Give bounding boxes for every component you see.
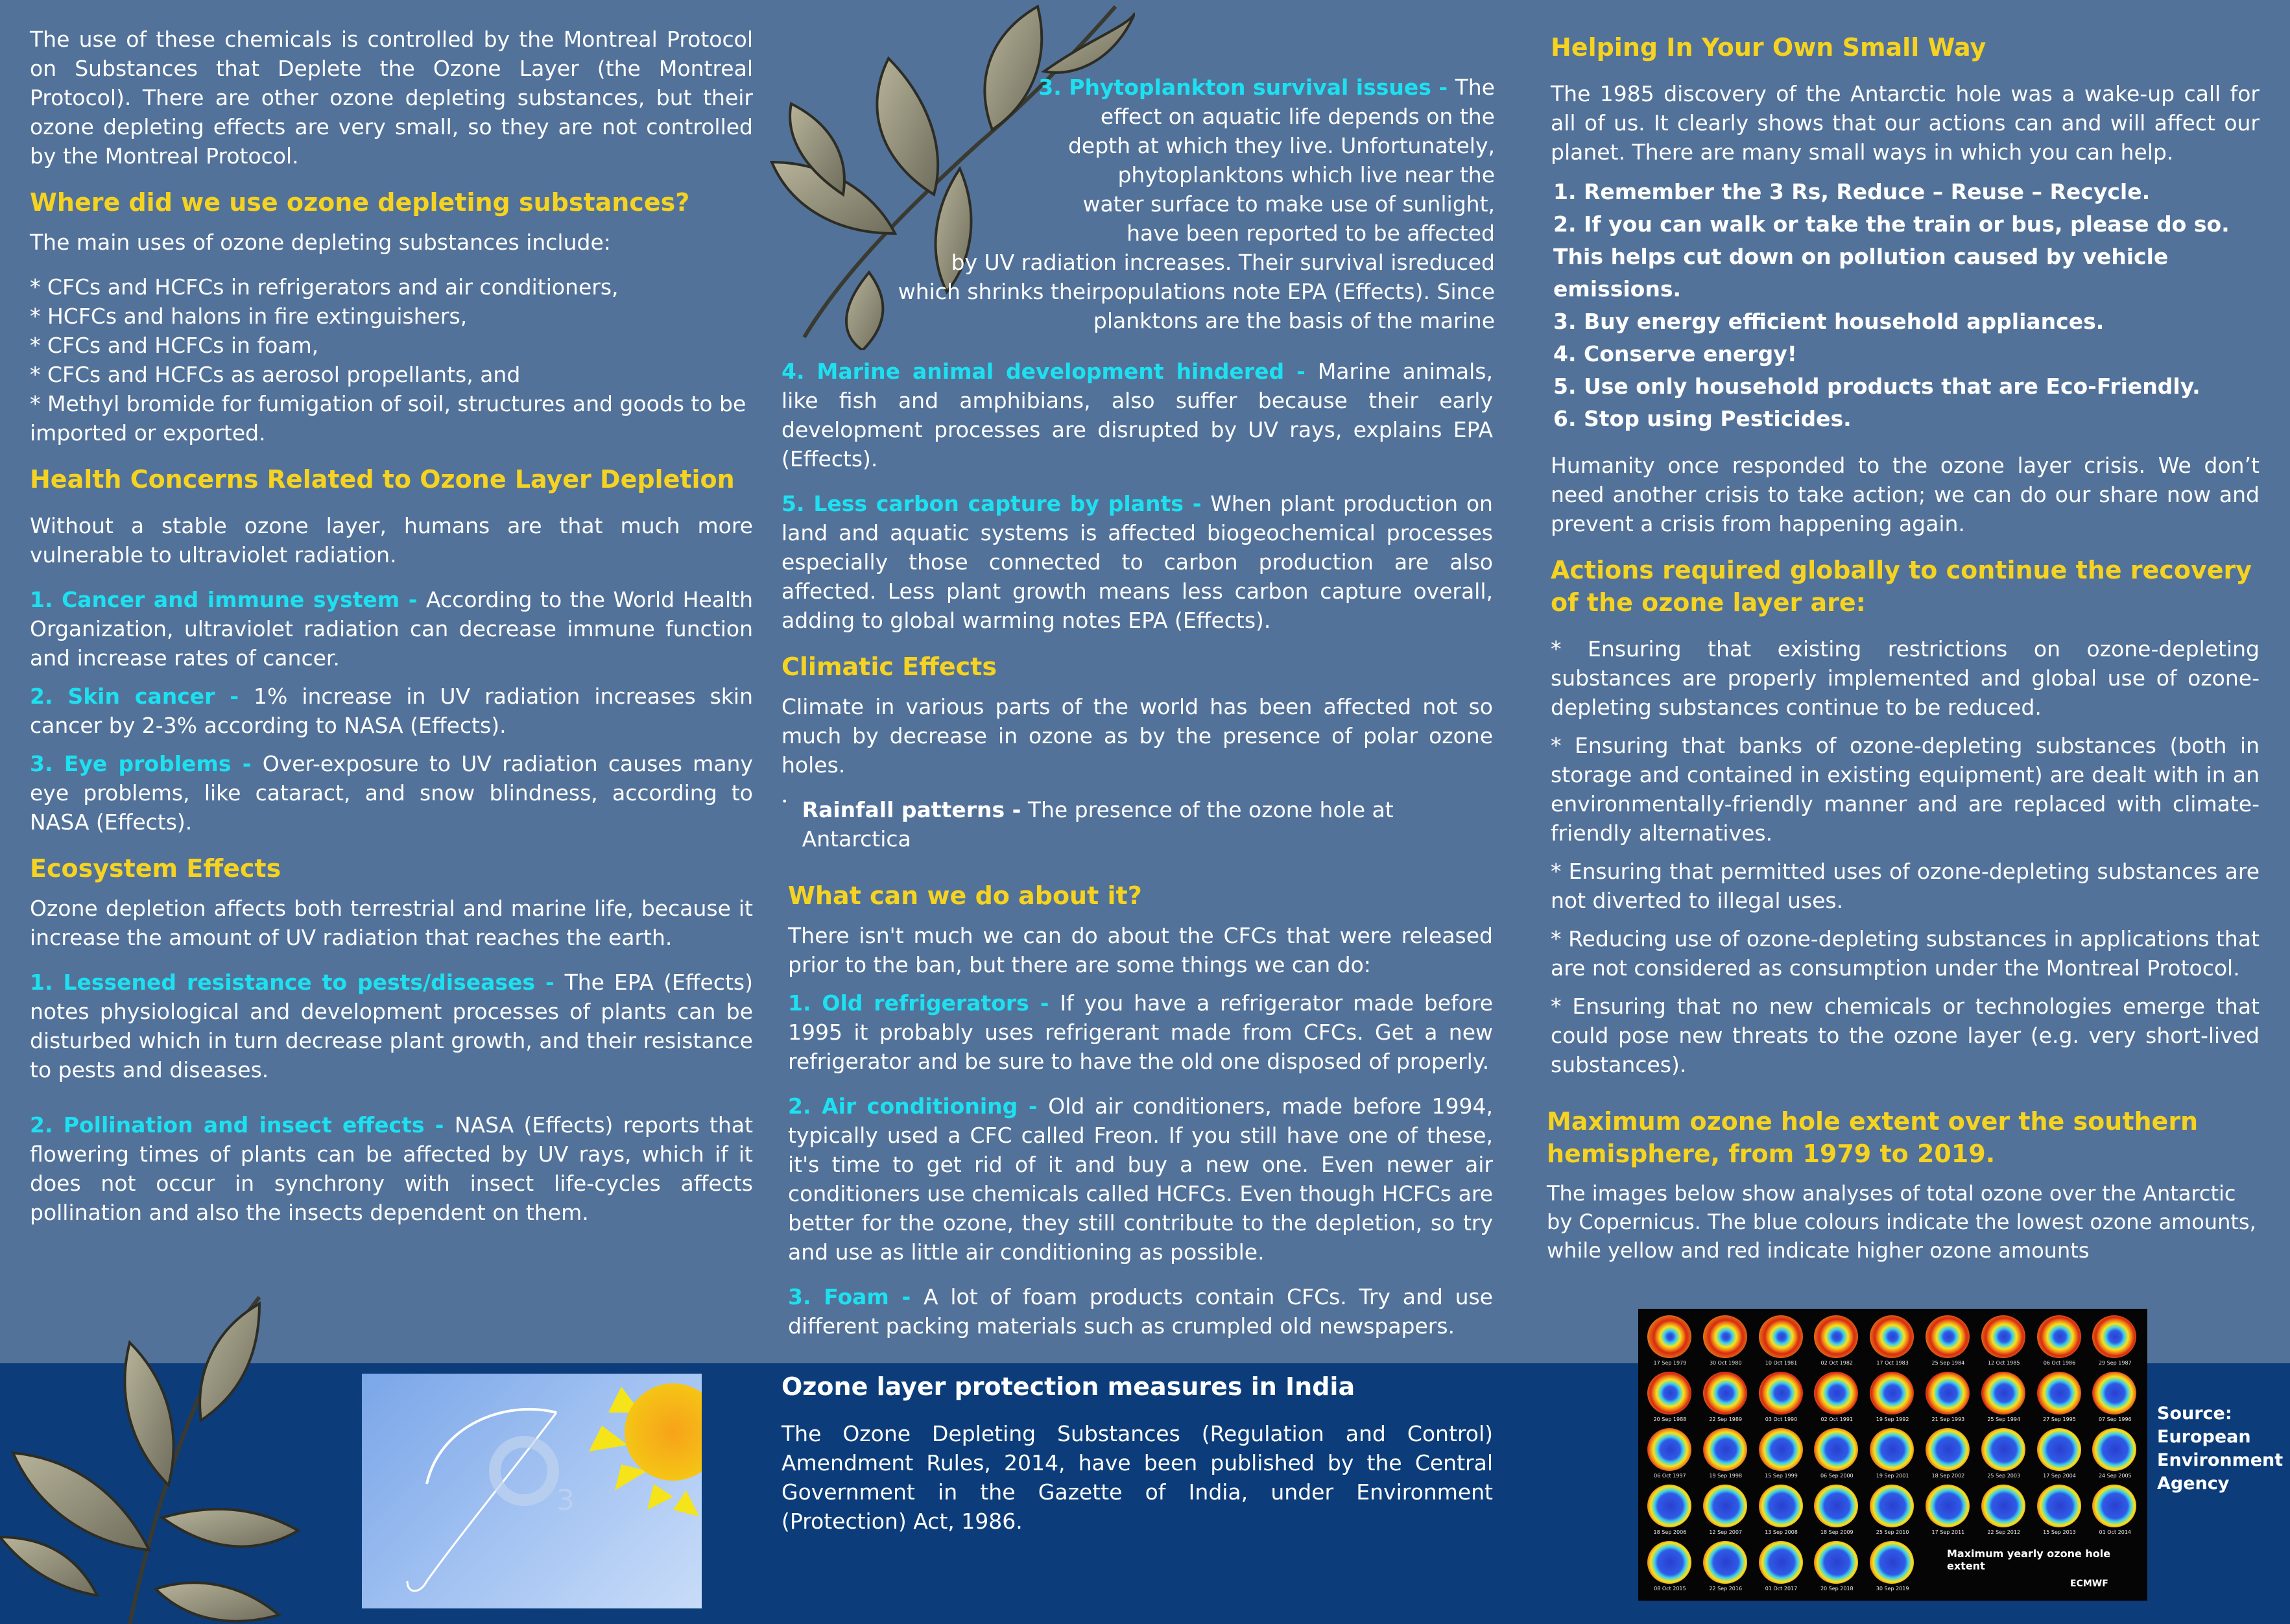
marine-item: 4. Marine animal development hindered - Marine animals, like fish and amphibians, also suffer because their early development processes are disrupted by UV rays, explains EPA (Effects). [781, 359, 1493, 472]
help-item: 5. Use only household products that are Eco-Friendly. [1553, 374, 2201, 399]
eco-intro: Ozone depletion affects both terrestrial and marine life, because it increase the amount of UV radiation that reaches the earth. [30, 896, 753, 950]
ozone-map-disk [1647, 1372, 1691, 1415]
column-middle [781, 357, 1493, 1341]
ozone-map-disk [1814, 1428, 1858, 1471]
ozone-map-date: 30 Oct 1980 [1709, 1360, 1742, 1366]
ozone-map-disk [1814, 1541, 1858, 1584]
ozone-map-disk [1759, 1372, 1803, 1415]
todo-item-foam: 3. Foam - A lot of foam products contain CFCs. Try and use different packing materials such as crumpled old newspapers. [788, 1284, 1493, 1339]
health-item-skin: 2. Skin cancer - 1% increase in UV radiation increases skin cancer by 2-3% according to NASA (Effects). [30, 684, 753, 738]
ozone-map-cell [1698, 1482, 1754, 1538]
ozone-map-cell [1642, 1538, 1698, 1595]
ozone-map-disk [2092, 1428, 2136, 1471]
ozone-map-date: 27 Sep 1995 [2043, 1416, 2076, 1422]
ozone-map-cell [1976, 1426, 2032, 1482]
ozone-map-disk [1981, 1372, 2025, 1415]
ozone-map-date: 25 Sep 1984 [1931, 1360, 1965, 1366]
ozone-map-cell [1698, 1426, 1754, 1482]
ozone-map-disk [1703, 1485, 1747, 1527]
actions-item: * Ensuring that existing restrictions on ozone-depleting substances are properly implemented and global use of ozone-depleting substances continue to be reduced. [1551, 636, 2260, 720]
eco-item-pollination: 2. Pollination and insect effects - NASA (Effects) reports that flowering times of plants can be affected by UV rays, which if it does not occur in synchrony with insect life-cycles affects pollination and also the insects dependent on them. [30, 1112, 754, 1225]
ozone-map-disk [1647, 1315, 1691, 1358]
ozone-map-cell [1865, 1482, 1920, 1538]
ozone-map-disk [2037, 1372, 2081, 1415]
ozone-map-disk [1870, 1541, 1914, 1584]
ozone-map-cell [2087, 1426, 2143, 1482]
ozone-map-cell [1754, 1313, 1809, 1369]
ozone-map-disk [2092, 1315, 2136, 1358]
phyto-line: which shrinks theirpopulations note EPA (Effects). Since [898, 279, 1495, 304]
ozone-map-date: 25 Sep 2010 [1876, 1529, 1909, 1535]
ozone-map-date: 22 Sep 1989 [1709, 1416, 1743, 1422]
ozone-map-cell [1920, 1482, 1976, 1538]
ozone-map-cell [1698, 1538, 1754, 1595]
actions-item: * Reducing use of ozone-depleting substances in applications that are not considered as consumption under the Montreal Protocol. [1551, 926, 2260, 981]
ozone-map-disk [1981, 1485, 2025, 1527]
uses-item: * CFCs and HCFCs in foam, [30, 333, 319, 358]
ozone-map-cell [1976, 1482, 2032, 1538]
phyto-line: phytoplanktons which live near the [1117, 162, 1495, 187]
ozone-map-date: 01 Oct 2014 [2099, 1529, 2132, 1535]
ozone-map-disk [1981, 1315, 2025, 1358]
ozone-map-date: 15 Sep 2013 [2043, 1529, 2076, 1535]
ozone-map-disk [1759, 1541, 1803, 1584]
ozone-map-date: 13 Sep 2008 [1765, 1529, 1798, 1535]
ozone-map-cell [1920, 1313, 1976, 1369]
carbon-item: 5. Less carbon capture by plants - When plant production on land and aquatic systems is affected biogeochemical processes especially those connected to carbon production are also affected. Less plant growth means less carbon capture overall, adding to global warming notes EPA (Effects). [781, 491, 1493, 633]
ozone-map-disk [1870, 1315, 1914, 1358]
ozone-map-disk [1926, 1315, 1970, 1358]
ozone-map-date: 18 Sep 2009 [1820, 1529, 1854, 1535]
ozone-map-date: 17 Oct 1983 [1876, 1360, 1909, 1366]
ozone-map-cell [1920, 1369, 1976, 1426]
ozone-map-disk [1926, 1372, 1970, 1415]
ozone-map-cell [1642, 1313, 1698, 1369]
ozone-map-cell [1865, 1426, 1920, 1482]
climatic-intro: Climate in various parts of the world has been affected not so much by decrease in ozone as by the presence of polar ozone holes. [781, 694, 1493, 778]
max-heading: Maximum ozone hole extent over the southern hemisphere, from 1979 to 2019. [1547, 1107, 2199, 1168]
uses-heading: Where did we use ozone depleting substances? [30, 188, 690, 217]
ozone-map-disk [1759, 1315, 1803, 1358]
help-item: 2. If you can walk or take the train or bus, please do so. This helps cut down on pollution caused by vehicle emissions. [1553, 211, 2230, 302]
ozone-map-date: 25 Sep 2003 [1987, 1473, 2021, 1479]
ozone-map-cell [1976, 1313, 2032, 1369]
ozone-map-date: 20 Sep 2018 [1820, 1586, 1854, 1592]
ozone-map-date: 01 Oct 2017 [1765, 1586, 1798, 1592]
humanity-paragraph: Humanity once responded to the ozone layer crisis. We don’t need another crisis to take action; we can do our share now and prevent a crisis from happening again. [1551, 453, 2260, 536]
ozone-map-date: 06 Oct 1986 [2043, 1360, 2076, 1366]
rainfall-item: • Rainfall patterns - The presence of the ozone hole at Antarctica [781, 795, 1394, 852]
eco-heading: Ecosystem Effects [30, 854, 281, 883]
ecmwf-logo-icon: ECMWF [2070, 1579, 2108, 1589]
ozone-map-cell [1865, 1313, 1920, 1369]
intro-paragraph: The use of these chemicals is controlled by the Montreal Protocol on Substances that Deplete the Ozone Layer (the Montreal Protocol). There are other ozone depleting substances, but their ozone depleting effects are very small, so they are not controlled by the Montreal Protocol. [30, 27, 753, 169]
ozone-map-disk [2092, 1485, 2136, 1527]
ozone-map-cell [1754, 1369, 1809, 1426]
ozone-map-disk [1981, 1428, 2025, 1471]
ozone-map-cell [1809, 1313, 1865, 1369]
actions-heading: Actions required globally to continue the recovery of the ozone layer are: [1551, 556, 2252, 617]
help-list [1553, 176, 2260, 435]
ozone-map-cell [1865, 1538, 1920, 1595]
ozone-map-disk [1814, 1315, 1858, 1358]
ozone-map-date: 19 Sep 1998 [1709, 1473, 1743, 1479]
ozone-map-cell [2032, 1482, 2088, 1538]
ozone-map-disk [1759, 1428, 1803, 1471]
health-item-cancer: 1. Cancer and immune system - According to the World Health Organization, ultraviolet radiation can decrease immune function and increase rates of cancer. [30, 587, 753, 671]
ozone-map-disk [1647, 1428, 1691, 1471]
ozone-map-cell [1809, 1426, 1865, 1482]
ozone-map-disk [1703, 1541, 1747, 1584]
ozone-map-disk [1703, 1315, 1747, 1358]
ozone-map-date: 17 Sep 2004 [2043, 1473, 2076, 1479]
ozone-map-disk [1814, 1485, 1858, 1527]
ozone-map-date: 06 Oct 1997 [1654, 1473, 1686, 1479]
ozone-map-date: 29 Sep 1987 [2098, 1360, 2132, 1366]
ozone-map-date: 17 Sep 2011 [1931, 1529, 1965, 1535]
ozone-map-disk [2037, 1485, 2081, 1527]
todo-item-refrigerators: 1. Old refrigerators - If you have a refrigerator made before 1995 it probably uses refrigerant made from CFCs. Get a new refrigerator and be sure to have the old one disposed of properly. [788, 990, 1493, 1074]
phyto-line: 3. Phytoplankton survival issues - The [1038, 75, 1495, 100]
todo-heading: What can we do about it? [788, 881, 1142, 910]
ozone-map-date: 17 Sep 1979 [1653, 1360, 1687, 1366]
help-item: 6. Stop using Pesticides. [1553, 406, 1852, 431]
ozone-map-cell [2087, 1482, 2143, 1538]
max-text: The images below show analyses of total ozone over the Antarctic by Copernicus. The blue colours indicate the lowest ozone amounts, while yellow and red indicate higher ozone amounts [1547, 1181, 2256, 1263]
ozone-map-date: 19 Sep 2001 [1876, 1473, 1909, 1479]
ozone-map-date: 12 Oct 1985 [1987, 1360, 2020, 1366]
health-intro: Without a stable ozone layer, humans are that much more vulnerable to ultraviolet radiation. [30, 513, 753, 567]
ozone-map-date: 10 Oct 1981 [1765, 1360, 1798, 1366]
ozone-map-date: 06 Sep 2000 [1820, 1473, 1854, 1479]
ozone-map-disk [1870, 1485, 1914, 1527]
help-intro: The 1985 discovery of the Antarctic hole was a wake-up call for all of us. It clearly shows that our actions can and will affect our planet. There are many small ways in which you can help. [1551, 81, 2260, 165]
image-source: Source: European Environment Agency [2157, 1403, 2284, 1494]
uses-item: * HCFCs and halons in fire extinguishers, [30, 304, 468, 329]
ozone-map-disk [1647, 1541, 1691, 1584]
ozone-hole-maps-image [1638, 1309, 2147, 1601]
ozone-map-cell [1809, 1538, 1865, 1595]
ozone-map-cell [2087, 1369, 2143, 1426]
uses-intro: The main uses of ozone depleting substances include: [30, 230, 611, 255]
uses-item: * CFCs and HCFCs in refrigerators and air conditioners, [30, 274, 619, 300]
ozone-map-disk [2092, 1372, 2136, 1415]
india-heading: Ozone layer protection measures in India [781, 1372, 1355, 1401]
ozone-map-disk [2037, 1315, 2081, 1358]
ozone-map-cell [1865, 1369, 1920, 1426]
ozone-map-date: 18 Sep 2002 [1931, 1473, 1965, 1479]
ozone-map-date: 20 Sep 1988 [1653, 1416, 1687, 1422]
eco-item-pests: 1. Lessened resistance to pests/diseases - The EPA (Effects) notes physiological and development processes of plants can be disturbed which in turn decrease plant growth, and their resistance to pests and diseases. [30, 970, 753, 1082]
help-heading: Helping In Your Own Small Way [1551, 33, 1986, 62]
ozone-map-cell [2032, 1426, 2088, 1482]
ozone-map-date: 30 Sep 2019 [1876, 1586, 1909, 1592]
ozone-map-disk [2037, 1428, 2081, 1471]
ozone-map-cell [1976, 1369, 2032, 1426]
ozone-map-cell [1642, 1369, 1698, 1426]
ozone-map-disk [1926, 1428, 1970, 1471]
phyto-line: planktons are the basis of the marine [1093, 308, 1495, 333]
ozone-map-date: 25 Sep 1994 [1987, 1416, 2021, 1422]
uses-item: * CFCs and HCFCs as aerosol propellants, and [30, 362, 521, 387]
help-item: 4. Conserve energy! [1553, 341, 1797, 366]
ozone-map-cell [2087, 1313, 2143, 1369]
phyto-line: effect on aquatic life depends on the [1100, 104, 1495, 129]
ozone-map-disk [1647, 1485, 1691, 1527]
ozone-map-date: 02 Oct 1991 [1820, 1416, 1854, 1422]
ozone-map-date: 12 Sep 2007 [1709, 1529, 1743, 1535]
phyto-line: by UV radiation increases. Their survival isreduced [951, 250, 1495, 275]
uses-item: * Methyl bromide for fumigation of soil, structures and goods to be imported or exported. [30, 391, 746, 446]
ozone-map-date: 07 Sep 1996 [2098, 1416, 2132, 1422]
ozone-map-disk [1870, 1372, 1914, 1415]
ozone-map-cell [2032, 1369, 2088, 1426]
ozone-map-cell [1642, 1482, 1698, 1538]
todo-item-air-conditioning: 2. Air conditioning - Old air conditioners, made before 1994, typically used a CFC called Freon. If you still have one of these, it's time to get rid of it and buy a new one. Even newer air conditioners use chemicals called HCFCs. Even though HCFCs are better for the ozone, they still contribute to the depletion, so try and use as little air conditioning as possible. [788, 1093, 1493, 1265]
ozone-map-disk [1759, 1485, 1803, 1527]
ozone-map-cell [1698, 1313, 1754, 1369]
ozone-map-date: 22 Sep 2012 [1987, 1529, 2021, 1535]
column-left [30, 25, 753, 1227]
phyto-line: depth at which they live. Unfortunately, [1067, 133, 1495, 158]
actions-item: * Ensuring that no new chemicals or technologies emerge that could pose new threats to the ozone layer (e.g. very short-lived substances). [1551, 994, 2260, 1077]
ozone-map-cell [1754, 1538, 1809, 1595]
health-item-eye: 3. Eye problems - Over-exposure to UV radiation causes many eye problems, like cataract, and snow blindness, according to NASA (Effects). [30, 751, 753, 835]
ozone-map-cell [1809, 1369, 1865, 1426]
ozone-map-date: 02 Oct 1982 [1820, 1360, 1854, 1366]
ozone-map-disk [1703, 1372, 1747, 1415]
ozone-map-cell [1698, 1369, 1754, 1426]
ozone-map-cell [1754, 1426, 1809, 1482]
phyto-line: water surface to make use of sunlight, [1082, 191, 1495, 217]
ozone-map-date: 15 Sep 1999 [1765, 1473, 1798, 1479]
ozone-map-cell [1920, 1426, 1976, 1482]
ozone-map-date: 22 Sep 2016 [1709, 1586, 1743, 1592]
uses-list [30, 272, 753, 448]
todo-intro: There isn't much we can do about the CFCs that were released prior to the ban, but there are some things we can do: [788, 923, 1493, 977]
ozone-map-cell [1809, 1482, 1865, 1538]
ozone-map-disk [1870, 1428, 1914, 1471]
ozone-map-date: 24 Sep 2005 [2098, 1473, 2132, 1479]
ozone-map-cell [1642, 1426, 1698, 1482]
phytoplankton-block [876, 73, 1495, 335]
ozone-map-date: 03 Oct 1990 [1765, 1416, 1798, 1422]
ozone-map-date: 18 Sep 2006 [1653, 1529, 1687, 1535]
ozone-map-date: 19 Sep 1992 [1876, 1416, 1909, 1422]
todo-section [781, 879, 1493, 1341]
actions-item: * Ensuring that permitted uses of ozone-depleting substances are not diverted to illegal uses. [1551, 859, 2260, 913]
ozone-map-cell [2032, 1313, 2088, 1369]
india-text: The Ozone Depleting Substances (Regulation and Control) Amendment Rules, 2014, have been published by the Central Government in the Gazette of India, under Environment (Protection) Act, 1986. [781, 1421, 1493, 1534]
ozone-map-disk [1814, 1372, 1858, 1415]
ozone-umbrella-sun-icon [362, 1374, 702, 1608]
help-item: 3. Buy energy efficient household appliances. [1553, 309, 2105, 334]
column-right [1547, 31, 2260, 1265]
phyto-line: have been reported to be affected [1127, 221, 1495, 246]
health-heading: Health Concerns Related to Ozone Layer Depletion [30, 465, 735, 494]
ozone-map-date: 08 Oct 2015 [1654, 1586, 1686, 1592]
leaf-branch-bottom-icon [0, 1291, 305, 1624]
help-item: 1. Remember the 3 Rs, Reduce – Reuse – Recycle. [1553, 179, 2151, 204]
climatic-heading: Climatic Effects [781, 652, 997, 681]
ozone-map-disk [1703, 1428, 1747, 1471]
india-measures-section [781, 1370, 1493, 1536]
svg-text:3: 3 [556, 1484, 575, 1517]
ozone-map-disk [1926, 1485, 1970, 1527]
ozone-map-cell [1754, 1482, 1809, 1538]
ozone-map-date: 21 Sep 1993 [1931, 1416, 1965, 1422]
ozone-grid-caption: Maximum yearly ozone hole extent [1947, 1547, 2111, 1572]
actions-item: * Ensuring that banks of ozone-depleting substances (both in storage and contained in existing equipment) are dealt with in an environmentally-friendly manner and are replaced with climate-friendly alternatives. [1551, 733, 2260, 846]
